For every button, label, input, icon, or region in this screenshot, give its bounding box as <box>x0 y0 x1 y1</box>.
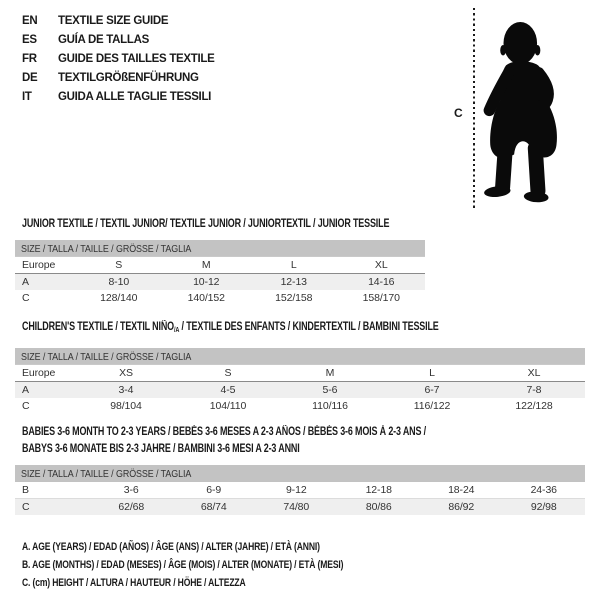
value-cell: 9-12 <box>255 482 338 499</box>
value-cell: 62/68 <box>90 499 173 516</box>
size-bar-label: SIZE / TALLA / TAILLE / GRÖSSE / TAGLIA <box>20 468 192 480</box>
section-title-children-pre: CHILDREN'S TEXTILE / TEXTIL NIÑO <box>22 321 174 333</box>
language-title-list <box>22 10 215 105</box>
value-cell: 6-9 <box>173 482 256 499</box>
size-cell: S <box>177 365 279 382</box>
legend-height-cm: C. (cm) HEIGHT / ALTURA / HAUTEUR / HÖHE / ALTEZZA <box>22 577 246 589</box>
table-row-sizes <box>15 257 425 274</box>
toddler-silhouette-icon <box>477 5 583 213</box>
guide-title-fr: GUIDE DES TAILLES TEXTILE <box>58 53 215 65</box>
value-cell: 8-10 <box>75 274 163 291</box>
lang-code: DE <box>22 72 38 84</box>
size-bar-label: SIZE / TALLA / TAILLE / GRÖSSE / TAGLIA <box>20 243 192 255</box>
lang-row-de <box>22 67 215 86</box>
value-cell: 3-6 <box>90 482 173 499</box>
value-cell: 6-7 <box>381 382 483 399</box>
size-cell: XL <box>483 365 585 382</box>
value-cell: 74/80 <box>255 499 338 516</box>
value-cell: 110/116 <box>312 400 348 412</box>
section-title-children <box>22 321 439 334</box>
row-label: C <box>15 499 90 516</box>
row-label: C <box>22 400 30 412</box>
value-cell: 122/128 <box>515 400 553 412</box>
section-title-children-post: / TEXTILE DES ENFANTS / KINDERTEXTIL / BAMBINI TESSILE <box>179 321 439 333</box>
value-cell: 4-5 <box>177 382 279 399</box>
row-label: C <box>22 292 30 304</box>
value-cell: 92/98 <box>503 499 586 516</box>
lang-row-fr <box>22 48 215 67</box>
table-row-months <box>15 482 585 499</box>
section-title-babies-line2: BABYS 3-6 MONATE BIS 2-3 JAHRE / BAMBINI 3-6 MESI A 2-3 ANNI <box>22 443 300 455</box>
size-cell: XS <box>75 365 177 382</box>
row-label: A <box>15 382 75 399</box>
lang-code: EN <box>22 15 38 27</box>
value-cell: 3-4 <box>75 382 177 399</box>
height-measure-label: C <box>454 106 463 120</box>
lang-code: ES <box>22 34 37 46</box>
junior-size-table <box>15 256 425 306</box>
size-cell: L <box>250 257 338 274</box>
table-row-height <box>15 398 585 414</box>
measure-legend <box>22 538 434 592</box>
value-cell: 7-8 <box>483 382 585 399</box>
table-row-height <box>15 290 425 306</box>
guide-title-en: TEXTILE SIZE GUIDE <box>58 15 169 27</box>
value-cell: 140/152 <box>187 292 225 304</box>
height-measure-dotted-line <box>473 8 475 210</box>
size-bar-label: SIZE / TALLA / TAILLE / GRÖSSE / TAGLIA <box>20 351 192 363</box>
table-row-height <box>15 499 585 516</box>
value-cell: 158/170 <box>362 292 400 304</box>
section-title-babies-line1: BABIES 3-6 MONTH TO 2-3 YEARS / BEBÉS 3-6 MESES A 2-3 AÑOS / BÉBÉS 3-6 MOIS À 2-3 ANS / <box>22 426 426 438</box>
value-cell: 68/74 <box>173 499 256 516</box>
size-cell: M <box>279 365 381 382</box>
row-label: B <box>15 482 90 499</box>
size-cell: L <box>381 365 483 382</box>
size-cell: S <box>75 257 163 274</box>
size-cell: XL <box>338 257 426 274</box>
guide-title-es: GUÍA DE TALLAS <box>58 34 149 46</box>
table-row-sizes <box>15 365 585 382</box>
lang-row-es <box>22 29 215 48</box>
size-bar-junior <box>15 240 425 256</box>
value-cell: 98/104 <box>110 400 142 412</box>
guide-title-it: GUIDA ALLE TAGLIE TESSILI <box>58 91 212 103</box>
legend-age-years: A. AGE (YEARS) / EDAD (AÑOS) / ÂGE (ANS) / ALTER (JAHRE) / ETÀ (ANNI) <box>22 541 320 553</box>
value-cell: 5-6 <box>279 382 381 399</box>
section-title-children-sub: /A <box>173 326 180 334</box>
size-cell: M <box>163 257 251 274</box>
section-title-junior: JUNIOR TEXTILE / TEXTIL JUNIOR/ TEXTILE JUNIOR / JUNIORTEXTIL / JUNIOR TESSILE <box>22 218 390 230</box>
value-cell: 24-36 <box>503 482 586 499</box>
table-row-age <box>15 274 425 291</box>
value-cell: 86/92 <box>420 499 503 516</box>
lang-row-it <box>22 86 215 105</box>
lang-code: IT <box>22 91 32 103</box>
value-cell: 12-13 <box>250 274 338 291</box>
legend-age-months: B. AGE (MONTHS) / EDAD (MESES) / ÂGE (MOIS) / ALTER (MONATE) / ETÀ (MESI) <box>22 559 344 571</box>
value-cell: 12-18 <box>338 482 421 499</box>
children-size-table <box>15 364 585 414</box>
lang-row-en <box>22 10 215 29</box>
row-label: Europe <box>15 257 75 274</box>
table-row-age <box>15 382 585 399</box>
size-bar-children <box>15 348 585 364</box>
value-cell: 152/158 <box>275 292 313 304</box>
value-cell: 10-12 <box>163 274 251 291</box>
value-cell: 18-24 <box>420 482 503 499</box>
row-label: Europe <box>15 365 75 382</box>
lang-code: FR <box>22 53 37 65</box>
value-cell: 80/86 <box>338 499 421 516</box>
value-cell: 14-16 <box>338 274 426 291</box>
guide-title-de: TEXTILGRÖßENFÜHRUNG <box>58 72 199 84</box>
value-cell: 104/110 <box>209 400 247 412</box>
row-label: A <box>15 274 75 291</box>
size-bar-babies <box>15 465 585 481</box>
babies-size-table <box>15 481 585 515</box>
value-cell: 128/140 <box>100 292 138 304</box>
value-cell: 116/122 <box>413 400 451 412</box>
